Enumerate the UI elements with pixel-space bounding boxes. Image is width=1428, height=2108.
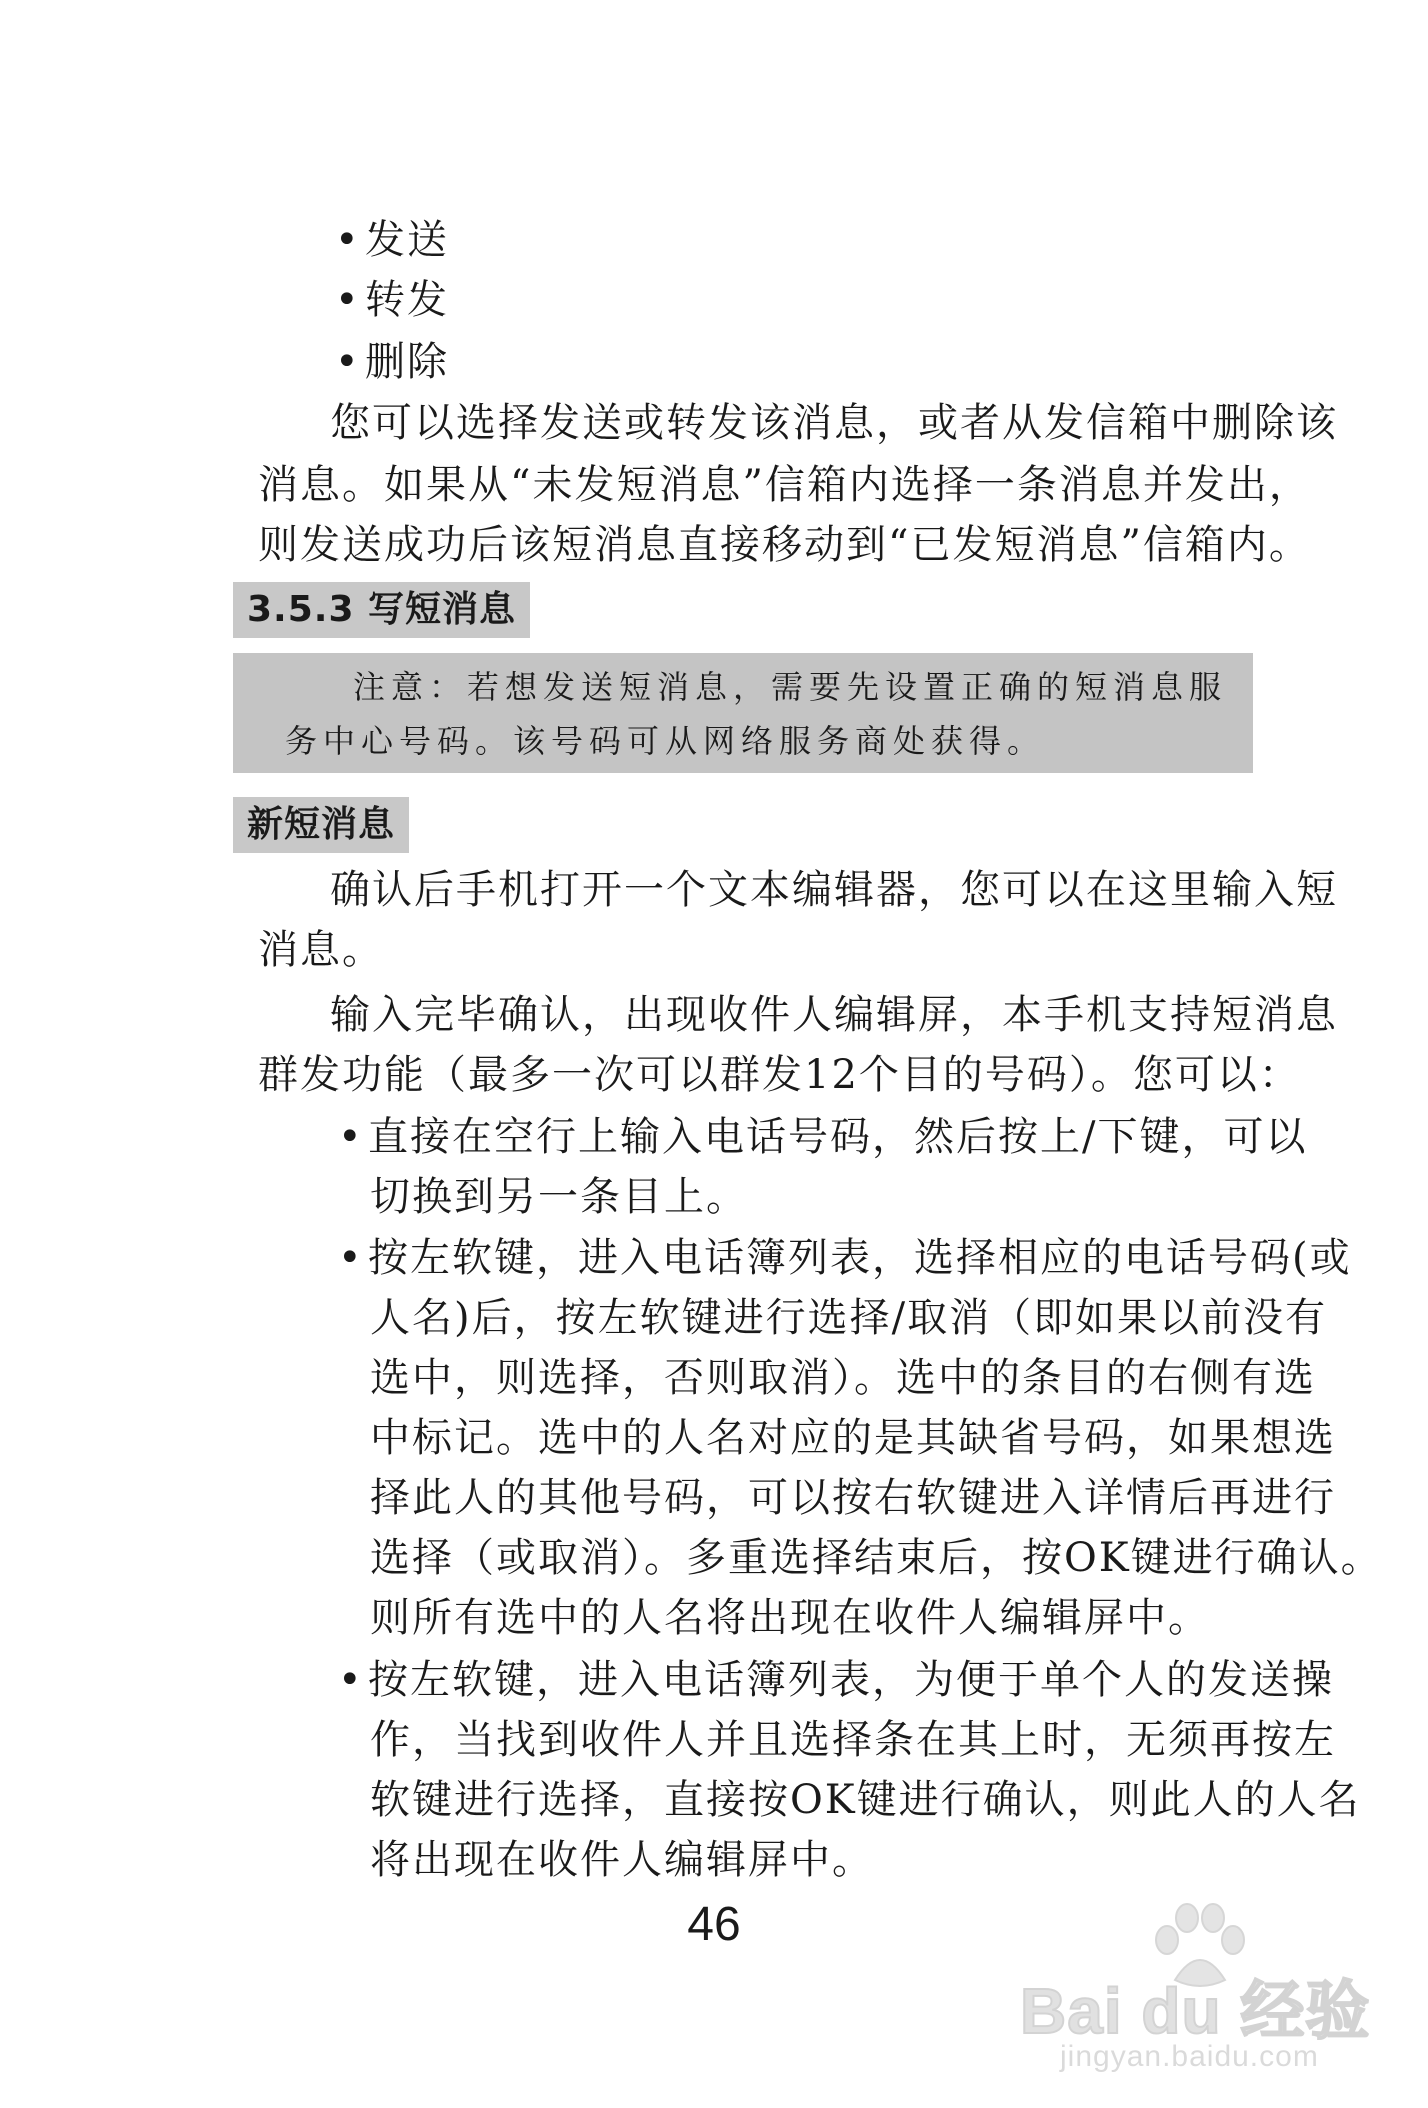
bullet-item-forward: • 转发 [335, 277, 449, 323]
bullet-symbol: • [338, 1235, 364, 1281]
subheading-new-message: 新短消息 [233, 797, 409, 853]
bullet-symbol: • [335, 339, 361, 385]
list-item-2-line-6: 选择（或取消）。多重选择结束后，按OK键进行确认。 [370, 1535, 1383, 1581]
note-line-2: 务中心号码。该号码可从网络服务商处获得。 [285, 722, 1046, 760]
list-item-3-line-1: • 按左软键，进入电话簿列表，为便于单个人的发送操 [338, 1657, 1334, 1703]
watermark-url: jingyan.baidu.com [1060, 2040, 1319, 2073]
para1-line-2: 消息。 [258, 927, 384, 973]
note-line-1: 注意：若想发送短消息，需要先设置正确的短消息服 [353, 668, 1228, 706]
intro-line-2: 消息。如果从“未发短消息”信箱内选择一条消息并发出， [258, 462, 1311, 508]
bullet-item-delete: • 删除 [335, 339, 449, 385]
bullet-symbol: • [335, 277, 361, 323]
para1-line-1: 确认后手机打开一个文本编辑器，您可以在这里输入短 [330, 867, 1338, 913]
bullet-symbol: • [338, 1657, 364, 1703]
list-item-2-line-3: 选中，则选择，否则取消）。选中的条目的右侧有选 [370, 1355, 1316, 1401]
note-box [233, 653, 1253, 773]
list-item-1-line-2: 切换到另一条目上。 [370, 1174, 748, 1220]
list-item-3-line-2: 作，当找到收件人并且选择条在其上时，无须再按左 [370, 1717, 1336, 1763]
intro-line-3: 则发送成功后该短消息直接移动到“已发短消息”信箱内。 [258, 522, 1311, 568]
list-item-2-line-5: 择此人的其他号码，可以按右软键进入详情后再进行 [370, 1475, 1336, 1521]
list-item-2-line-2: 人名)后，按左软键进行选择/取消（即如果以前没有 [370, 1295, 1328, 1341]
baidu-watermark [1020, 1900, 1380, 2090]
watermark-main-text: Bai du 经验 [1020, 1975, 1371, 2047]
list-item-2-line-4: 中标记。选中的人名对应的是其缺省号码，如果想选 [370, 1415, 1336, 1461]
list-item-1-line-1: • 直接在空行上输入电话号码，然后按上/下键，可以 [338, 1114, 1308, 1160]
list-item-3-line-4: 将出现在收件人编辑屏中。 [370, 1837, 874, 1883]
bullet-symbol: • [335, 217, 361, 263]
page-number: 46 [687, 1898, 741, 1951]
section-heading: 3.5.3 写短消息 [233, 582, 530, 638]
para2-line-2: 群发功能（最多一次可以群发12个目的号码）。您可以： [258, 1052, 1301, 1098]
list-item-2-line-7: 则所有选中的人名将出现在收件人编辑屏中。 [370, 1595, 1210, 1641]
para2-line-1: 输入完毕确认，出现收件人编辑屏，本手机支持短消息 [330, 992, 1338, 1038]
bullet-item-send: • 发送 [335, 217, 449, 263]
list-item-3-line-3: 软键进行选择，直接按OK键进行确认，则此人的人名 [370, 1777, 1361, 1823]
list-item-2-line-1: • 按左软键，进入电话簿列表，选择相应的电话号码(或 [338, 1235, 1352, 1281]
intro-line-1: 您可以选择发送或转发该消息，或者从发信箱中删除该 [330, 400, 1338, 446]
bullet-symbol: • [338, 1114, 364, 1160]
